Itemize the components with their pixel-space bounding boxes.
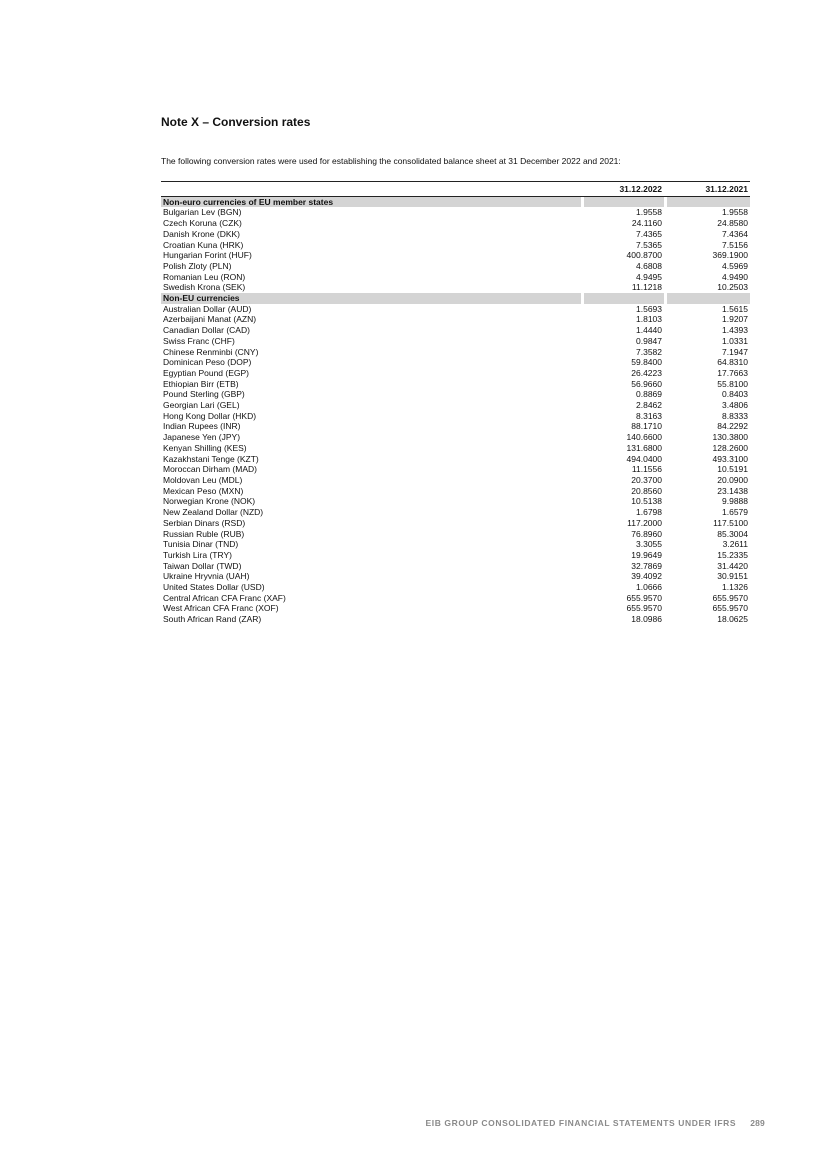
rate-2021: 4.5969 [722, 260, 748, 271]
table-row [161, 614, 750, 625]
currency-name: Taiwan Dollar (TWD) [163, 560, 242, 571]
currency-name: Bulgarian Lev (BGN) [163, 207, 242, 218]
table-row [161, 496, 750, 507]
rate-2021: 1.9558 [722, 207, 748, 218]
rate-2022: 18.0986 [631, 614, 662, 625]
table-row [161, 603, 750, 614]
rate-2021: 117.5100 [713, 517, 748, 528]
currency-name: Moldovan Leu (MDL) [163, 474, 243, 485]
currency-name: Kenyan Shilling (KES) [163, 442, 247, 453]
table-row [161, 314, 750, 325]
rate-2021: 8.8333 [722, 410, 748, 421]
rate-2021: 30.9151 [717, 571, 748, 582]
table-row [161, 272, 750, 283]
table-row [161, 261, 750, 272]
currency-name: Swedish Krona (SEK) [163, 282, 246, 293]
table-row [161, 250, 750, 261]
section-label: Non-euro currencies of EU member states [161, 196, 581, 207]
page-number: 289 [750, 1118, 765, 1128]
table-row [161, 379, 750, 390]
currency-name: West African CFA Franc (XOF) [163, 603, 279, 614]
currency-name: Chinese Renminbi (CNY) [163, 346, 259, 357]
rate-2021: 1.9207 [722, 314, 748, 325]
rate-2022: 8.3163 [636, 410, 662, 421]
table-row [161, 347, 750, 358]
currency-name: Czech Koruna (CZK) [163, 218, 242, 229]
rate-2022: 88.1710 [631, 421, 662, 432]
table-row [161, 475, 750, 486]
table-row [161, 368, 750, 379]
currency-name: Azerbaijani Manat (AZN) [163, 314, 257, 325]
table-header-row [161, 182, 750, 197]
rate-2021: 128.2600 [712, 442, 748, 453]
table-row [161, 389, 750, 400]
rate-2022: 400.8700 [626, 250, 662, 261]
rate-2021: 655.9570 [712, 592, 748, 603]
rate-2021: 7.1947 [722, 346, 748, 357]
currency-name: Danish Krone (DKK) [163, 228, 241, 239]
currency-name: Mexican Peso (MXN) [163, 485, 244, 496]
rate-2021: 130.3800 [712, 432, 748, 443]
footer-text: EIB GROUP CONSOLIDATED FINANCIAL STATEMENTS UNDER IFRS [425, 1118, 737, 1128]
table-row [161, 421, 750, 432]
rate-2021: 18.0625 [717, 614, 748, 625]
header-2021: 31.12.2021 [667, 182, 750, 197]
table-row [161, 282, 750, 293]
table-row [161, 571, 750, 582]
rate-2021: 1.0331 [722, 335, 748, 346]
rate-2021: 9.9888 [722, 496, 748, 507]
conversion-rates-table [161, 181, 750, 625]
rate-2021: 55.8100 [717, 378, 748, 389]
rate-2021: 3.2611 [722, 539, 748, 550]
currency-name: Russian Ruble (RUB) [163, 528, 245, 539]
currency-name: Croatian Kuna (HRK) [163, 239, 244, 250]
rate-2022: 4.6808 [636, 260, 662, 271]
rate-2022: 655.9570 [626, 603, 662, 614]
rate-2022: 7.3582 [636, 346, 662, 357]
rate-2021: 3.4806 [722, 400, 748, 411]
rate-2022: 1.5693 [636, 303, 662, 314]
rate-2021: 10.5191 [717, 464, 748, 475]
section-header-row [161, 196, 750, 207]
rate-2021: 15.2335 [717, 549, 748, 560]
table-row [161, 561, 750, 572]
table-row [161, 550, 750, 561]
rate-2022: 117.2000 [627, 517, 662, 528]
currency-name: Polish Zloty (PLN) [163, 260, 232, 271]
currency-name: Swiss Franc (CHF) [163, 335, 235, 346]
table-row [161, 325, 750, 336]
rate-2021: 1.5615 [722, 303, 748, 314]
rate-2021: 1.1326 [722, 582, 748, 593]
rate-2022: 1.4440 [636, 325, 662, 336]
currency-name: Kazakhstani Tenge (KZT) [163, 453, 259, 464]
rate-2022: 2.8462 [636, 400, 662, 411]
rate-2021: 10.2503 [717, 282, 748, 293]
table-body [161, 196, 750, 625]
rate-2022: 140.6600 [626, 432, 662, 443]
rate-2022: 4.9495 [636, 271, 662, 282]
header-2022: 31.12.2022 [584, 182, 664, 197]
rate-2022: 0.9847 [636, 335, 662, 346]
rate-2022: 24.1160 [631, 218, 662, 229]
rate-2022: 26.4223 [631, 367, 662, 378]
table-row [161, 539, 750, 550]
rate-2022: 1.0666 [636, 582, 662, 593]
currency-name: Central African CFA Franc (XAF) [163, 592, 286, 603]
rate-2021: 64.8310 [717, 357, 748, 368]
rate-2021: 493.3100 [712, 453, 748, 464]
table-row [161, 400, 750, 411]
rate-2021: 369.1900 [712, 250, 748, 261]
rate-2022: 7.5365 [636, 239, 662, 250]
rate-2021: 0.8403 [722, 389, 748, 400]
currency-name: Indian Rupees (INR) [163, 421, 241, 432]
currency-name: Serbian Dinars (RSD) [163, 517, 246, 528]
rate-2022: 655.9570 [626, 592, 662, 603]
currency-name: Hong Kong Dollar (HKD) [163, 410, 257, 421]
rate-2022: 11.1218 [631, 282, 662, 293]
rate-2022: 1.8103 [636, 314, 662, 325]
currency-name: Hungarian Forint (HUF) [163, 250, 252, 261]
currency-name: Pound Sterling (GBP) [163, 389, 245, 400]
note-title: Note X – Conversion rates [161, 115, 311, 129]
table-row [161, 218, 750, 229]
rate-2021: 31.4420 [717, 560, 748, 571]
rate-2022: 1.9558 [636, 207, 662, 218]
rate-2022: 76.8960 [631, 528, 662, 539]
rate-2022: 11.1556 [631, 464, 662, 475]
currency-name: Ukraine Hryvnia (UAH) [163, 571, 250, 582]
currency-name: New Zealand Dollar (NZD) [163, 507, 264, 518]
table-row [161, 432, 750, 443]
rate-2022: 10.5138 [631, 496, 662, 507]
currency-name: Turkish Lira (TRY) [163, 549, 232, 560]
table-row [161, 304, 750, 315]
rate-2022: 7.4365 [636, 228, 662, 239]
rate-2022: 3.3055 [636, 539, 662, 550]
table-row [161, 443, 750, 454]
rate-2021: 1.6579 [722, 507, 748, 518]
rate-2022: 494.0400 [626, 453, 662, 464]
table-row [161, 529, 750, 540]
currency-name: Dominican Peso (DOP) [163, 357, 252, 368]
rate-2022: 20.3700 [631, 474, 662, 485]
rate-2021: 84.2292 [717, 421, 748, 432]
header-spacer [161, 182, 581, 197]
rate-2022: 19.9649 [631, 549, 662, 560]
currency-name: Georgian Lari (GEL) [163, 400, 240, 411]
rate-2021: 7.5156 [722, 239, 748, 250]
currency-name: Romanian Leu (RON) [163, 271, 246, 282]
rate-2022: 59.8400 [631, 357, 662, 368]
currency-name: Egyptian Pound (EGP) [163, 367, 249, 378]
currency-name: Norwegian Krone (NOK) [163, 496, 256, 507]
rate-2021: 24.8580 [717, 218, 748, 229]
rate-2021: 7.4364 [722, 228, 748, 239]
table-row [161, 518, 750, 529]
currency-name: United States Dollar (USD) [163, 582, 265, 593]
rate-2021: 1.4393 [722, 325, 748, 336]
table-row [161, 593, 750, 604]
currency-name: South African Rand (ZAR) [163, 614, 262, 625]
section-header-row [161, 293, 750, 304]
page-footer [425, 1118, 765, 1128]
rate-2022: 131.6800 [626, 442, 662, 453]
rate-2022: 0.8869 [636, 389, 662, 400]
rate-2022: 32.7869 [631, 560, 662, 571]
currency-name: Ethiopian Birr (ETB) [163, 378, 239, 389]
table-row [161, 464, 750, 475]
table-row [161, 207, 750, 218]
currency-name: Moroccan Dirham (MAD) [163, 464, 257, 475]
table-row [161, 357, 750, 368]
rate-2022: 56.9660 [631, 378, 662, 389]
currency-name: Tunisia Dinar (TND) [163, 539, 239, 550]
table-row [161, 507, 750, 518]
currency-name: Japanese Yen (JPY) [163, 432, 241, 443]
rate-2021: 655.9570 [712, 603, 748, 614]
currency-name: Australian Dollar (AUD) [163, 303, 252, 314]
section-label: Non-EU currencies [161, 293, 581, 304]
table-row [161, 229, 750, 240]
rate-2021: 23.1438 [717, 485, 748, 496]
table-row [161, 240, 750, 251]
table-row [161, 454, 750, 465]
table-row [161, 582, 750, 593]
intro-text: The following conversion rates were used for establishing the consolidated balance sheet at 31 December 2022 and 2021: [161, 156, 621, 166]
currency-name: Canadian Dollar (CAD) [163, 325, 250, 336]
rate-2021: 20.0900 [717, 474, 748, 485]
rate-2022: 1.6798 [636, 507, 662, 518]
rate-2022: 20.8560 [631, 485, 662, 496]
table-row [161, 486, 750, 497]
table-row [161, 411, 750, 422]
rate-2021: 17.7663 [717, 367, 748, 378]
table-row [161, 336, 750, 347]
rate-2021: 85.3004 [717, 528, 748, 539]
rate-2021: 4.9490 [722, 271, 748, 282]
rate-2022: 39.4092 [631, 571, 662, 582]
